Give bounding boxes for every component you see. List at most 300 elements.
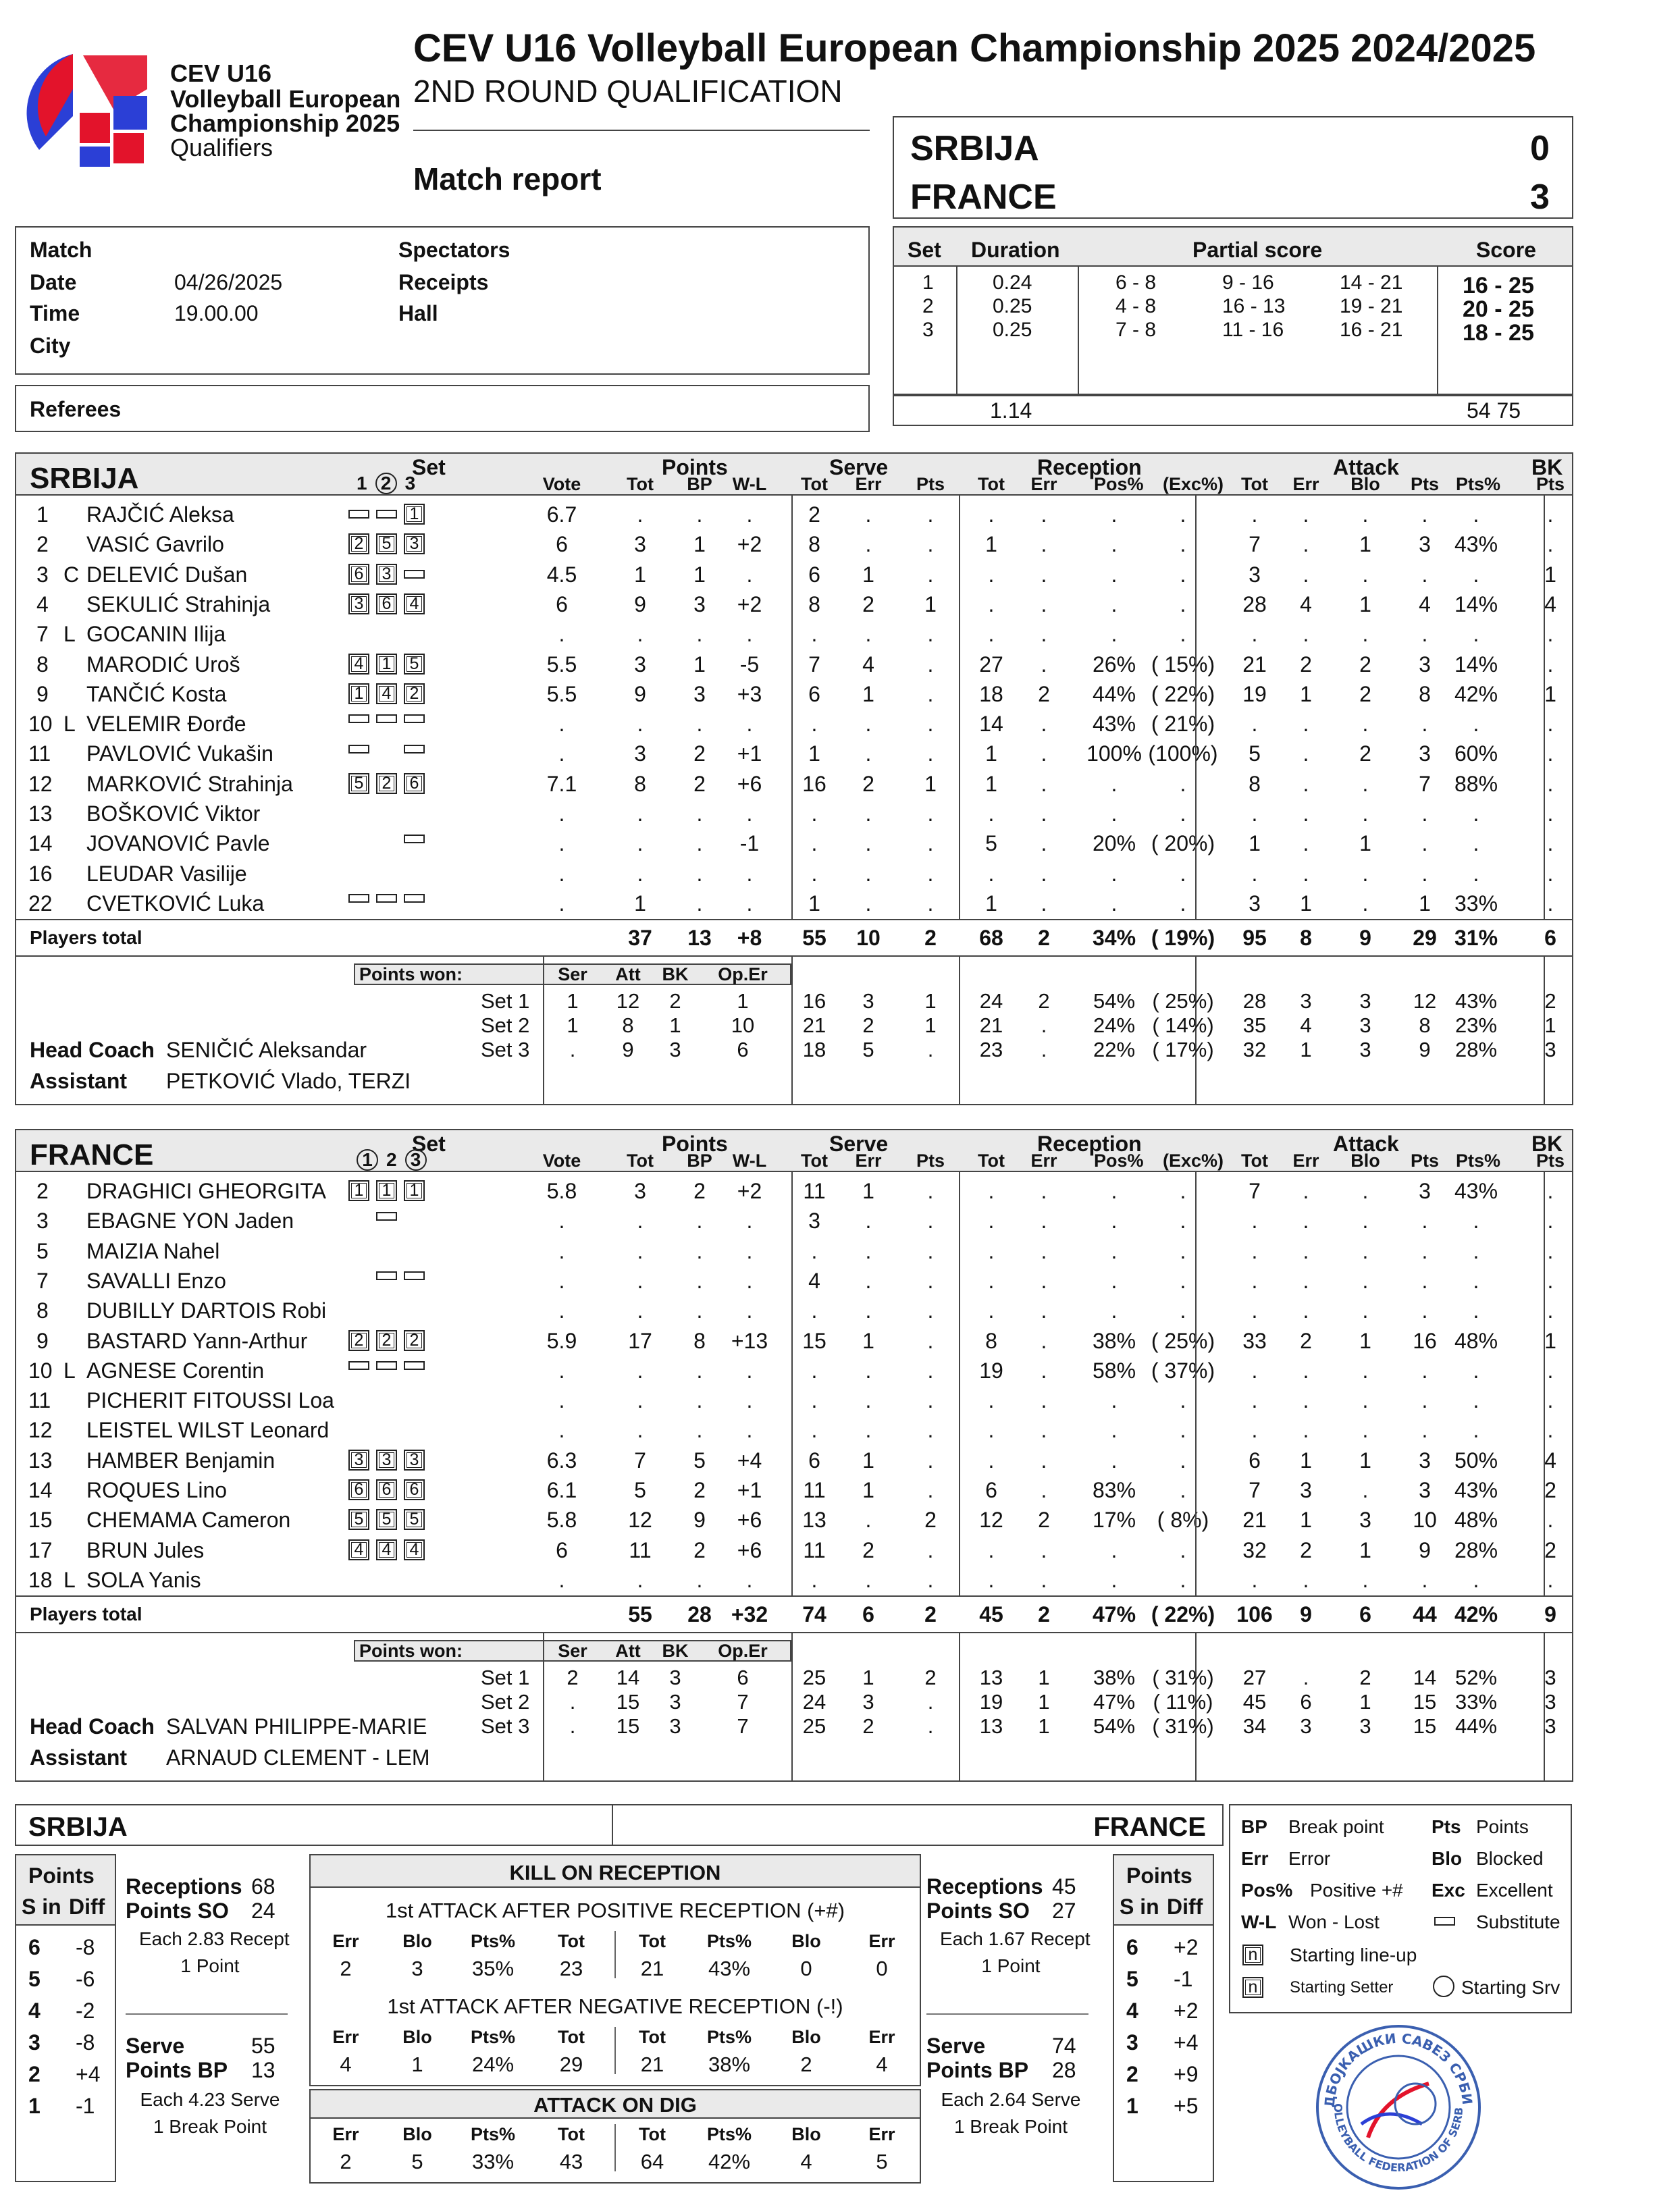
partial-score-8: 4 - 8 xyxy=(1115,295,1157,317)
pw-header: Att xyxy=(615,1641,641,1661)
stat-cell: 15 xyxy=(802,1328,826,1353)
stat-cell: 50% xyxy=(1454,1448,1498,1473)
pw-header: Att xyxy=(615,964,641,984)
col-header: Blo xyxy=(1350,474,1380,494)
set-numbers xyxy=(357,1149,435,1171)
stat-cell: 3 xyxy=(1249,562,1261,587)
stat-cell: 38% xyxy=(1092,1328,1136,1353)
stat-cell: 8 xyxy=(1249,771,1261,796)
stat-cell: . xyxy=(1180,1537,1186,1562)
player-number: 12 xyxy=(28,1418,53,1443)
stat-cell: 3 xyxy=(1419,652,1431,677)
stat-cell: . xyxy=(1041,831,1047,856)
kill-header: Blo xyxy=(402,2027,432,2047)
seal-top-text: ДБОЈКАШКИ САВЕЗ СРБИ xyxy=(1321,2030,1476,2109)
stat-cell: . xyxy=(558,861,565,886)
stat-cell: . xyxy=(1362,1358,1369,1383)
rotation-number: 5 xyxy=(28,1967,41,1991)
col-header: Tot xyxy=(1241,1151,1268,1171)
set-row-label: Set 1 xyxy=(481,989,530,1013)
pw-cell: 14 xyxy=(616,1666,640,1689)
set-stat-cell: 8 xyxy=(1419,1013,1431,1037)
player-name: HAMBER Benjamin xyxy=(86,1448,275,1473)
pw-header: Ser xyxy=(558,964,587,984)
set-stat-cell: 23% xyxy=(1454,1013,1498,1037)
stat-cell: . xyxy=(988,1537,995,1562)
stat-cell: 6.7 xyxy=(546,502,577,527)
match-label: Match xyxy=(30,238,93,262)
stat-cell: . xyxy=(927,712,934,737)
starting-positions xyxy=(348,1569,450,1581)
stat-cell: 9 xyxy=(634,591,646,616)
stat-cell: 1 xyxy=(1359,591,1371,616)
starting-position: 6 xyxy=(404,773,425,794)
player-role: L xyxy=(63,1567,76,1592)
starting-position: 6 xyxy=(404,1479,425,1500)
stat-cell: . xyxy=(811,1358,818,1383)
starting-position: 5 xyxy=(404,654,425,675)
partial-score-16: 9 - 16 xyxy=(1222,271,1274,294)
stat-cell: 6 xyxy=(556,591,568,616)
stat-cell: 6.3 xyxy=(546,1448,577,1473)
stat-cell: . xyxy=(746,1298,753,1323)
one-break-point: 1 Break Point xyxy=(953,2116,1068,2137)
away-team-name: FRANCE xyxy=(910,178,1057,217)
stat-cell: 12 xyxy=(628,1508,652,1533)
pw-cell: . xyxy=(569,1714,576,1738)
legend-desc: Substitute xyxy=(1476,1911,1560,1932)
set-number: 2 xyxy=(375,473,397,494)
stat-cell: . xyxy=(927,1388,934,1413)
stat-cell: +4 xyxy=(737,1448,762,1473)
col-header: Pts xyxy=(1535,474,1565,494)
set-stat-cell: 3 xyxy=(1359,989,1371,1013)
sets-header-partial: Partial score xyxy=(1192,238,1323,262)
total-cell: 44 xyxy=(1413,1602,1437,1627)
set-row-label: Set 2 xyxy=(481,1690,530,1714)
stat-cell: . xyxy=(637,502,644,527)
stat-cell: 44% xyxy=(1092,681,1136,706)
stat-cell: 20% xyxy=(1092,831,1136,856)
stat-cell: . xyxy=(865,801,872,826)
legend-key: Blo xyxy=(1432,1848,1463,1869)
legend-key: W-L xyxy=(1241,1911,1277,1932)
stat-cell: . xyxy=(1473,1268,1479,1293)
col-points: Points xyxy=(662,1132,728,1156)
stat-cell: . xyxy=(1362,861,1369,886)
set-number: 3 xyxy=(922,319,934,341)
stat-cell: . xyxy=(811,1418,818,1443)
stat-cell: . xyxy=(1362,622,1369,647)
stat-cell: . xyxy=(1421,831,1428,856)
serve-label: Serve xyxy=(926,2034,986,2058)
player-number: 14 xyxy=(28,1478,53,1502)
pw-header: Op.Er xyxy=(718,1641,768,1661)
stat-cell: 1 xyxy=(1419,891,1431,916)
set-stat-cell: 1 xyxy=(1038,1714,1050,1738)
stat-cell: 8 xyxy=(1419,681,1431,706)
total-cell: 6 xyxy=(1544,926,1556,950)
stat-cell: . xyxy=(927,562,934,587)
set-number: 1 xyxy=(357,1149,378,1171)
col-header: Pos% xyxy=(1094,1151,1144,1171)
pw-header: BK xyxy=(662,964,689,984)
set-stat-cell: 28% xyxy=(1454,1038,1498,1061)
stat-cell: . xyxy=(696,831,703,856)
pw-cell: 15 xyxy=(616,1714,640,1738)
substitute-icon xyxy=(404,1271,425,1280)
set-stat-cell: 24 xyxy=(802,1690,826,1714)
positive-reception-title: 1st ATTACK AFTER POSITIVE RECEPTION (+#) xyxy=(385,1899,845,1922)
stat-cell: . xyxy=(1473,712,1479,737)
set-stat-cell: 22% xyxy=(1093,1038,1136,1061)
head-coach-name: SENIČIĆ Aleksandar xyxy=(166,1038,367,1062)
stat-cell: . xyxy=(1473,1358,1479,1383)
set-stat-cell: ( 25%) xyxy=(1152,989,1214,1013)
starting-position: 2 xyxy=(348,1330,369,1351)
stat-cell: . xyxy=(927,1537,934,1562)
kill-header: Err xyxy=(868,2027,895,2047)
stat-cell: . xyxy=(1547,1238,1554,1263)
pw-cell: 7 xyxy=(737,1714,749,1738)
stat-cell: 3 xyxy=(1419,741,1431,766)
legend-desc: Won - Lost xyxy=(1288,1911,1380,1932)
stat-cell: 43% xyxy=(1454,532,1498,557)
set-stat-cell: 25 xyxy=(802,1666,826,1689)
player-number: 12 xyxy=(28,771,53,796)
kill-header: Err xyxy=(332,2124,359,2144)
stat-cell: . xyxy=(988,861,995,886)
stat-cell: ( 8%) xyxy=(1157,1508,1209,1533)
volleyball-federation-seal xyxy=(1314,2023,1483,2192)
stat-cell: . xyxy=(1473,1567,1479,1592)
stat-cell: . xyxy=(1180,1298,1186,1323)
stat-cell: -5 xyxy=(739,652,760,677)
player-name: ROQUES Lino xyxy=(86,1478,228,1502)
stat-cell: . xyxy=(1421,1358,1428,1383)
kill-cell: 43% xyxy=(708,1957,751,1980)
stat-cell: . xyxy=(1251,1567,1258,1592)
stat-cell: 11 xyxy=(803,1478,826,1502)
starting-position: 1 xyxy=(348,683,369,704)
stat-cell: 2 xyxy=(1544,1478,1556,1502)
stat-cell: 26% xyxy=(1092,652,1136,677)
substitute-icon xyxy=(348,1361,369,1370)
stat-cell: . xyxy=(1111,622,1118,647)
set-stat-cell: 27 xyxy=(1242,1666,1267,1689)
stat-cell: . xyxy=(1041,1328,1047,1353)
stat-cell: . xyxy=(1251,1388,1258,1413)
stat-cell: 58% xyxy=(1092,1358,1136,1383)
kill-header: Blo xyxy=(402,1931,432,1951)
set-stat-cell: 1 xyxy=(1038,1690,1050,1714)
stat-cell: . xyxy=(1251,861,1258,886)
stat-cell: . xyxy=(1362,1179,1369,1203)
stat-cell: 1 xyxy=(862,1179,874,1203)
player-name: CVETKOVIĆ Luka xyxy=(86,891,265,916)
substitute-icon xyxy=(348,714,369,723)
stat-cell: 1 xyxy=(862,1328,874,1353)
pw-cell: 3 xyxy=(669,1038,681,1061)
stat-cell: . xyxy=(988,1567,995,1592)
attack-on-dig-title: ATTACK ON DIG xyxy=(533,2093,697,2117)
team-name: FRANCE xyxy=(30,1138,154,1171)
stat-cell: +2 xyxy=(737,1179,762,1203)
stat-cell: 1 xyxy=(693,652,706,677)
kill-cell: 5 xyxy=(411,2150,423,2173)
starting-position: 4 xyxy=(376,1539,397,1560)
stat-cell: ( 20%) xyxy=(1151,831,1215,856)
stat-cell: . xyxy=(1303,1298,1309,1323)
stat-cell: 21 xyxy=(1242,652,1267,677)
rotation-number: 3 xyxy=(1126,2030,1138,2055)
stat-cell: . xyxy=(637,831,644,856)
stat-cell: . xyxy=(746,712,753,737)
col-header: Err xyxy=(855,474,882,494)
player-number: 9 xyxy=(36,1328,49,1353)
legend-desc: Points xyxy=(1476,1816,1529,1837)
stat-cell: . xyxy=(1041,1418,1047,1443)
set-stat-cell: . xyxy=(927,1714,934,1738)
stat-cell: 1 xyxy=(1300,1508,1312,1533)
set-stat-cell: 15 xyxy=(1413,1690,1437,1714)
stat-cell: . xyxy=(696,891,703,916)
stat-cell: 1 xyxy=(985,891,997,916)
stat-cell: 9 xyxy=(1419,1537,1431,1562)
kill-cell: 4 xyxy=(800,2150,812,2173)
set-stat-cell: 1 xyxy=(1300,1038,1312,1061)
stat-cell: . xyxy=(1251,622,1258,647)
kill-cell: 43 xyxy=(559,2150,583,2173)
legend-desc: Error xyxy=(1288,1848,1331,1869)
stat-cell: . xyxy=(865,622,872,647)
set-stat-cell: 52% xyxy=(1454,1666,1498,1689)
stat-cell: 43% xyxy=(1454,1478,1498,1502)
stat-cell: . xyxy=(1362,801,1369,826)
stat-cell: . xyxy=(1473,1298,1479,1323)
stat-cell: . xyxy=(1041,741,1047,766)
rotation-number: 6 xyxy=(1126,1935,1138,1959)
stat-cell: . xyxy=(988,591,995,616)
set-stat-cell: 2 xyxy=(1544,989,1556,1013)
player-number: 5 xyxy=(36,1238,49,1263)
stat-cell: . xyxy=(1547,771,1554,796)
col-header: BP xyxy=(687,474,712,494)
stat-cell: . xyxy=(865,1209,872,1234)
starting-position: 4 xyxy=(348,654,369,675)
receptions-value: 68 xyxy=(251,1874,275,1899)
set-stat-cell: 2 xyxy=(1038,989,1050,1013)
stat-cell: 3 xyxy=(693,591,706,616)
stat-cell: . xyxy=(1421,562,1428,587)
total-cell: 37 xyxy=(628,926,652,950)
stat-cell: 2 xyxy=(1300,652,1312,677)
points-label: Points xyxy=(28,1863,95,1888)
rotation-number: 2 xyxy=(1126,2062,1138,2086)
stat-cell: . xyxy=(746,1418,753,1443)
stat-cell: 3 xyxy=(1419,1448,1431,1473)
partial-score-16: 11 - 16 xyxy=(1222,319,1284,341)
starting-positions xyxy=(348,743,450,755)
each-reception: Each 2.83 Recept xyxy=(139,1928,290,1949)
player-number: 18 xyxy=(28,1567,53,1592)
stat-cell: . xyxy=(927,681,934,706)
player-name: VASIĆ Gavrilo xyxy=(86,532,224,557)
points-won-label: Points won: xyxy=(359,964,463,984)
starting-position: 1 xyxy=(404,1180,425,1201)
stat-cell: 7 xyxy=(1249,1179,1261,1203)
col-header: Blo xyxy=(1350,1151,1380,1171)
kill-header: Err xyxy=(332,1931,359,1951)
pw-cell: 1 xyxy=(567,1013,579,1037)
stat-cell: . xyxy=(1547,891,1554,916)
stat-cell: 88% xyxy=(1454,771,1498,796)
pw-cell: 15 xyxy=(616,1690,640,1714)
stat-cell: . xyxy=(1180,861,1186,886)
stat-cell: . xyxy=(1362,1418,1369,1443)
stat-cell: . xyxy=(1111,861,1118,886)
points-bp-label: Points BP xyxy=(926,2058,1029,2082)
set-stat-cell: 2 xyxy=(862,1013,874,1037)
stat-cell: . xyxy=(927,532,934,557)
stat-cell: . xyxy=(988,1209,995,1234)
starting-position: 5 xyxy=(376,1509,397,1530)
stat-cell: . xyxy=(811,712,818,737)
stat-cell: . xyxy=(558,831,565,856)
set-stat-cell: 3 xyxy=(1544,1714,1556,1738)
stat-cell: 1 xyxy=(862,1478,874,1502)
stat-cell: 3 xyxy=(1359,1508,1371,1533)
kill-cell: 3 xyxy=(411,1957,423,1980)
starting-position: 4 xyxy=(348,1539,369,1560)
substitute-icon xyxy=(404,835,425,843)
stat-cell: . xyxy=(865,1567,872,1592)
set-numbers xyxy=(357,473,423,494)
stat-cell: . xyxy=(1303,1209,1309,1234)
stat-cell: . xyxy=(637,1567,644,1592)
stat-cell: . xyxy=(1362,1478,1369,1502)
stat-cell: . xyxy=(988,622,995,647)
stat-cell: . xyxy=(637,1209,644,1234)
stat-cell: . xyxy=(746,1388,753,1413)
set-row-label: Set 1 xyxy=(481,1666,530,1689)
stat-cell: . xyxy=(1362,1268,1369,1293)
set-stat-cell: 25 xyxy=(802,1714,826,1738)
stat-cell: . xyxy=(1180,1388,1186,1413)
col-header: Tot xyxy=(1241,474,1268,494)
stat-cell: . xyxy=(1251,801,1258,826)
player-number: 4 xyxy=(36,591,49,616)
stat-cell: . xyxy=(1303,1238,1309,1263)
stat-cell: 3 xyxy=(1419,1478,1431,1502)
stat-cell: 14% xyxy=(1454,652,1498,677)
stat-cell: 3 xyxy=(634,1179,646,1203)
stat-cell: 1 xyxy=(1300,891,1312,916)
starting-positions xyxy=(348,1180,450,1201)
stat-cell: . xyxy=(1547,1268,1554,1293)
total-cell: 9 xyxy=(1300,1602,1312,1627)
set-stat-cell: 9 xyxy=(1419,1038,1431,1061)
stat-cell: . xyxy=(696,1567,703,1592)
stat-cell: . xyxy=(1362,1238,1369,1263)
col-serve: Serve xyxy=(829,455,889,479)
stat-cell: 1 xyxy=(985,532,997,557)
starting-position: 5 xyxy=(404,1509,425,1530)
rotation-number: 5 xyxy=(1126,1967,1138,1991)
stat-cell: 7 xyxy=(1249,532,1261,557)
total-cell: 2 xyxy=(1038,1602,1050,1627)
set-stat-cell: 3 xyxy=(1359,1714,1371,1738)
player-number: 17 xyxy=(28,1537,53,1562)
stat-cell: . xyxy=(558,1268,565,1293)
stat-cell: 1 xyxy=(985,771,997,796)
total-cell: +8 xyxy=(737,926,762,950)
stat-cell: . xyxy=(1547,1418,1554,1443)
starting-position: 5 xyxy=(348,773,369,794)
stat-cell: +2 xyxy=(737,532,762,557)
set-number: 2 xyxy=(386,1149,397,1170)
rotation-diff: -1 xyxy=(1174,1967,1193,1991)
stat-cell: . xyxy=(1547,622,1554,647)
stat-cell: . xyxy=(696,502,703,527)
col-serve: Serve xyxy=(829,1132,889,1156)
spectators-label: Spectators xyxy=(398,238,510,262)
referees-label: Referees xyxy=(30,397,122,421)
stat-cell: 8 xyxy=(693,1328,706,1353)
stat-cell: . xyxy=(1251,1298,1258,1323)
total-cell: 2 xyxy=(1038,926,1050,950)
stat-cell: 6.1 xyxy=(546,1478,577,1502)
report-label: Match report xyxy=(413,161,602,196)
stat-cell: 2 xyxy=(1300,1537,1312,1562)
stat-cell: . xyxy=(746,1358,753,1383)
stat-cell: . xyxy=(1303,771,1309,796)
stat-cell: 1 xyxy=(1359,532,1371,557)
player-number: 9 xyxy=(36,681,49,706)
stat-cell: . xyxy=(865,532,872,557)
stat-cell: . xyxy=(1303,801,1309,826)
stat-cell: . xyxy=(1111,591,1118,616)
set-stat-cell: 54% xyxy=(1093,989,1136,1013)
stat-cell: 3 xyxy=(634,652,646,677)
starting-positions xyxy=(348,564,450,585)
kill-header: Pts% xyxy=(706,2027,752,2047)
legend-desc: Blocked xyxy=(1476,1848,1544,1869)
stat-cell: . xyxy=(811,1238,818,1263)
stat-cell: . xyxy=(1180,801,1186,826)
points-bp-label: Points BP xyxy=(126,2058,228,2082)
stat-cell: . xyxy=(746,891,753,916)
stat-cell: 6 xyxy=(985,1478,997,1502)
each-serve: Each 2.64 Serve xyxy=(941,2089,1081,2110)
stat-cell: . xyxy=(1251,712,1258,737)
set-stat-cell: 47% xyxy=(1093,1690,1136,1714)
points-bp-value: 13 xyxy=(251,2058,275,2082)
starting-server-icon xyxy=(1433,1976,1454,1997)
stat-cell: 1 xyxy=(1359,1448,1371,1473)
stat-cell: 5.8 xyxy=(546,1179,577,1203)
date-label: Date xyxy=(30,270,77,294)
stat-cell: . xyxy=(1362,771,1369,796)
stat-cell: . xyxy=(1041,1537,1047,1562)
set-stat-cell: ( 31%) xyxy=(1152,1666,1214,1689)
stat-cell: . xyxy=(696,1298,703,1323)
set-stat-cell: 24 xyxy=(979,989,1003,1013)
stat-cell: 7 xyxy=(634,1448,646,1473)
stat-cell: 2 xyxy=(1300,1328,1312,1353)
stat-cell: 83% xyxy=(1092,1478,1136,1502)
set-stat-cell: 3 xyxy=(1544,1690,1556,1714)
